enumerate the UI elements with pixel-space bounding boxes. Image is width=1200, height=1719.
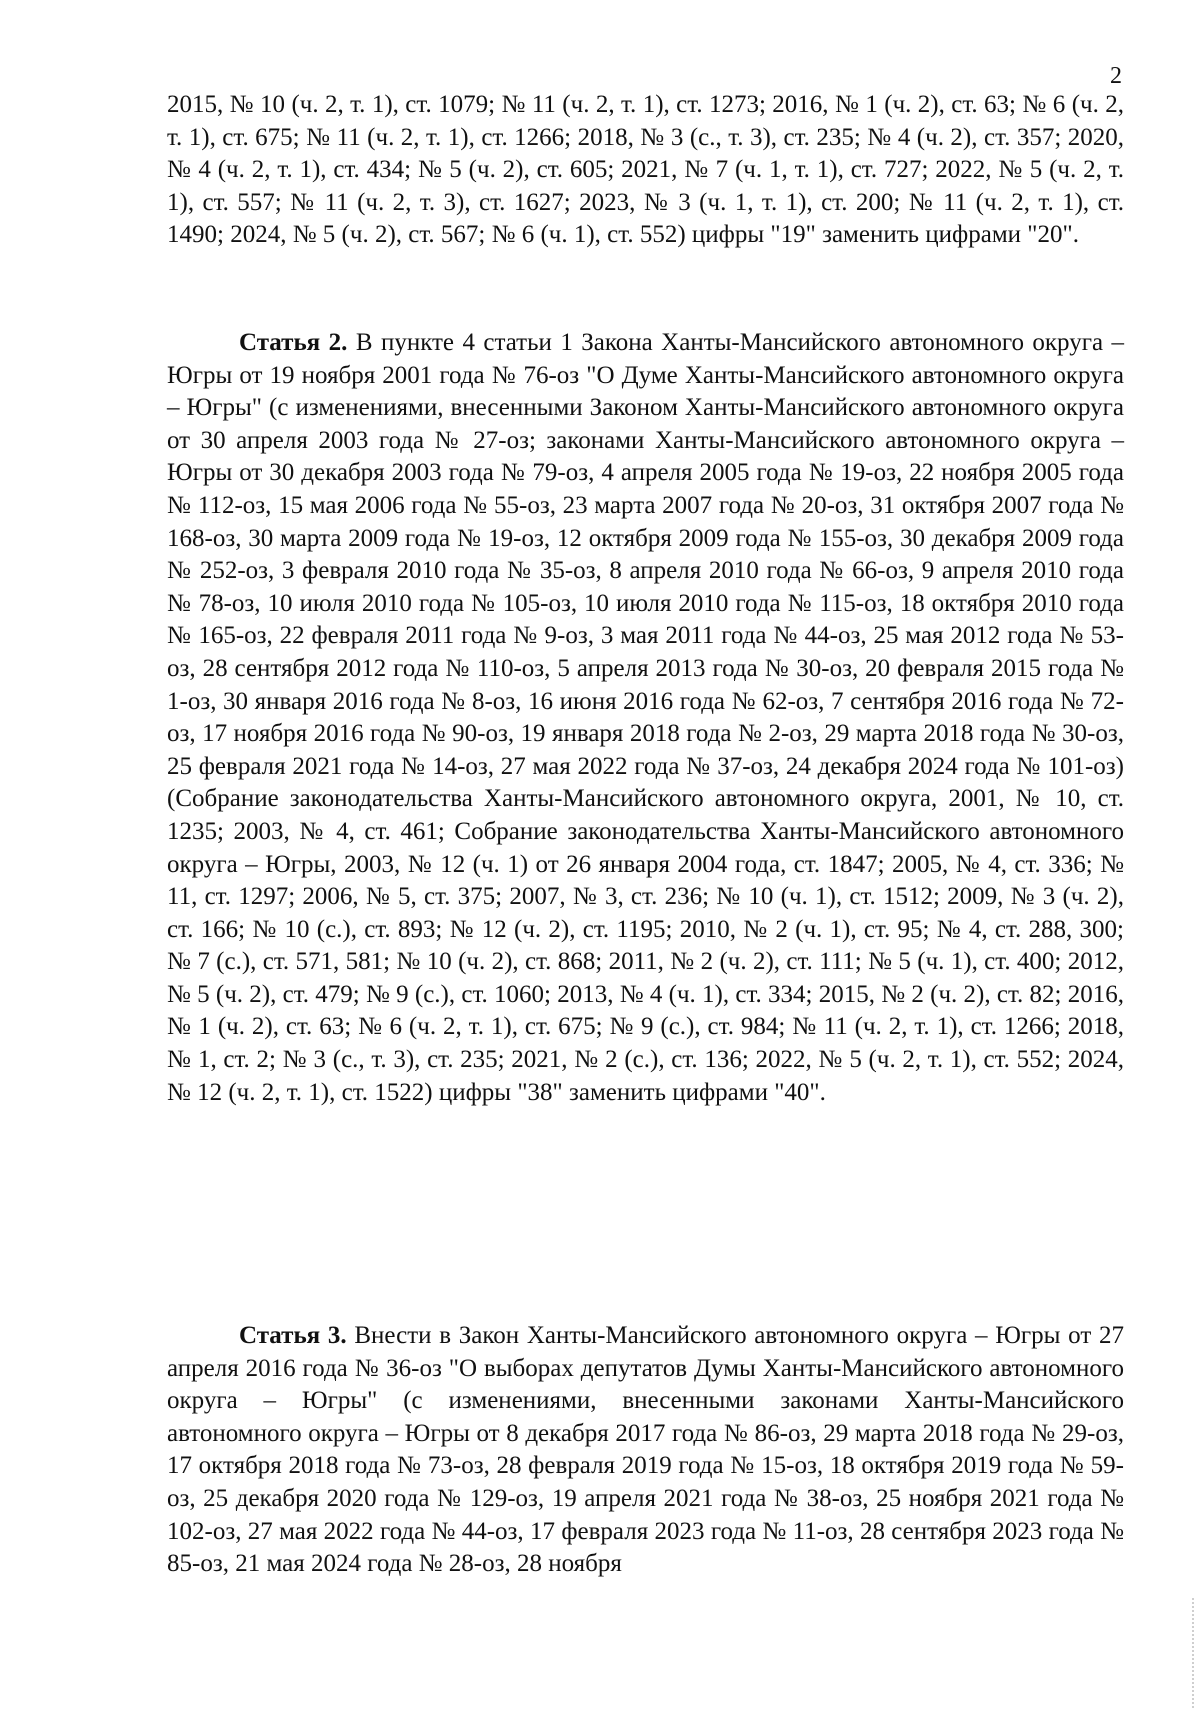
scan-edge-artifact xyxy=(1190,1598,1194,1708)
paragraph-article-3 xyxy=(167,1320,1124,1581)
paragraph-continuation xyxy=(167,89,1124,252)
paragraph-text: Внести в Закон Ханты-Мансийского автономного округа – Югры от 27 апреля 2016 года № 36-оз "О выборах депутатов Думы Ханты-Мансийского автономного округа – Югры" (с изменениями, внесенными законами Ханты-Мансийского автономного округа – Югры от 8 декабря 2017 года № 86-оз, 29 марта 2018 года № 29-оз, 17 октября 2018 года № 73-оз, 28 февраля 2019 года № 15-оз, 18 октября 2019 года № 59-оз, 25 декабря 2020 года № 129-оз, 19 апреля 2021 года № 38-оз, 25 ноября 2021 года № 102-оз, 27 мая 2022 года № 44-оз, 17 февраля 2023 года № 11-оз, 28 сентября 2023 года № 85-оз, 21 мая 2024 года № 28-оз, 28 ноября xyxy=(167,1322,1124,1578)
article-heading: Статья 3. xyxy=(239,1322,347,1349)
page-number: 2 xyxy=(1110,63,1122,89)
paragraph-article-2 xyxy=(167,327,1124,1109)
article-heading: Статья 2. xyxy=(239,329,348,356)
paragraph-text: 2015, № 10 (ч. 2, т. 1), ст. 1079; № 11 (ч. 2, т. 1), ст. 1273; 2016, № 1 (ч. 2), ст. 63; № 6 (ч. 2, т. 1), ст. 675; № 11 (ч. 2, т. 1), ст. 1266; 2018, № 3 (с., т. 3), ст. 235; № 4 (ч. 2), ст. 357; 2020, № 4 (ч. 2, т. 1), ст. 434; № 5 (ч. 2), ст. 605; 2021, № 7 (ч. 1, т. 1), ст. 727; 2022, № 5 (ч. 2, т. 1), ст. 557; № 11 (ч. 2, т. 3), ст. 1627; 2023, № 3 (ч. 1, т. 1), ст. 200; № 11 (ч. 2, т. 1), ст. 1490; 2024, № 5 (ч. 2), ст. 567; № 6 (ч. 1), ст. 552) цифры "19" заменить цифрами "20". xyxy=(167,91,1124,249)
paragraph-text: В пункте 4 статьи 1 Закона Ханты-Мансийского автономного округа – Югры от 19 ноября 2001 года № 76-оз "О Думе Ханты-Мансийского автономного округа – Югры" (с изменениями, внесенными Законом Ханты-Мансийского автономного округа от 30 апреля 2003 года № 27-оз; законами Ханты-Мансийского автономного округа – Югры от 30 декабря 2003 года № 79-оз, 4 апреля 2005 года № 19-оз, 22 ноября 2005 года № 112-оз, 15 мая 2006 года № 55-оз, 23 марта 2007 года № 20-оз, 31 октября 2007 года № 168-оз, 30 марта 2009 года № 19-оз, 12 октября 2009 года № 155-оз, 30 декабря 2009 года № 252-оз, 3 февраля 2010 года № 35-оз, 8 апреля 2010 года № 66-оз, 9 апреля 2010 года № 78-оз, 10 июля 2010 года № 105-оз, 10 июля 2010 года № 115-оз, 18 октября 2010 года № 165-оз, 22 февраля 2011 года № 9-оз, 3 мая 2011 года № 44-оз, 25 мая 2012 года № 53-оз, 28 сентября 2012 года № 110-оз, 5 апреля 2013 года № 30-оз, 20 февраля 2015 года № 1-оз, 30 января 2016 года № 8-оз, 16 июня 2016 года № 62-оз, 7 сентября 2016 года № 72-оз, 17 ноября 2016 года № 90-оз, 19 января 2018 года № 2-оз, 29 марта 2018 года № 30-оз, 25 февраля 2021 года № 14-оз, 27 мая 2022 года № 37-оз, 24 декабря 2024 года № 101-оз) (Собрание законодательства Ханты-Мансийского автономного округа, 2001, № 10, ст. 1235; 2003, № 4, ст. 461; Собрание законодательства Ханты-Мансийского автономного округа – Югры, 2003, № 12 (ч. 1) от 26 января 2004 года, ст. 1847; 2005, № 4, ст. 336; № 11, ст. 1297; 2006, № 5, ст. 375; 2007, № 3, ст. 236; № 10 (ч. 1), ст. 1512; 2009, № 3 (ч. 2), ст. 166; № 10 (с.), ст. 893; № 12 (ч. 2), ст. 1195; 2010, № 2 (ч. 1), ст. 95; № 4, ст. 288, 300; № 7 (с.), ст. 571, 581; № 10 (ч. 2), ст. 868; 2011, № 2 (ч. 2), ст. 111; № 5 (ч. 1), ст. 400; 2012, № 5 (ч. 2), ст. 479; № 9 (с.), ст. 1060; 2013, № 4 (ч. 1), ст. 334; 2015, № 2 (ч. 2), ст. 82; 2016, № 1 (ч. 2), ст. 63; № 6 (ч. 2, т. 1), ст. 675; № 9 (с.), ст. 984; № 11 (ч. 2, т. 1), ст. 1266; 2018, № 1, ст. 2; № 3 (с., т. 3), ст. 235; 2021, № 2 (с.), ст. 136; 2022, № 5 (ч. 2, т. 1), ст. 552; 2024, № 12 (ч. 2, т. 1), ст. 1522) цифры "38" заменить цифрами "40". xyxy=(167,329,1124,1106)
